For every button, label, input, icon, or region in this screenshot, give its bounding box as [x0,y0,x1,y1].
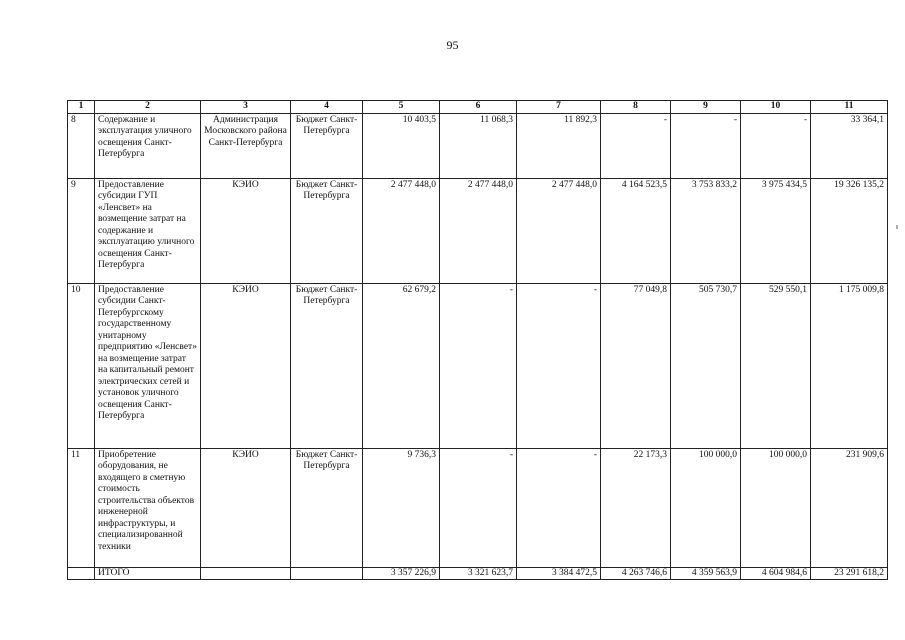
page-number: 95 [446,38,459,52]
budget-table [67,100,888,580]
total-row [68,567,888,580]
total-value: 4 359 563,9 [671,567,741,580]
value-cell: 529 550,1 [741,283,811,448]
value-cell: 77 049,8 [601,283,671,448]
value-cell: - [517,283,601,448]
value-cell: 2 477 448,0 [440,178,517,283]
value-cell: 4 164 523,5 [601,178,671,283]
total-value: 4 263 746,6 [601,567,671,580]
executor: КЭИО [201,283,291,448]
measure-name: Содержание и эксплуатация уличного освещения Санкт-Петербурга [95,113,201,178]
header-cell: 5 [363,101,440,114]
total-value: 4 604 984,6 [741,567,811,580]
value-cell: 10 403,5 [363,113,440,178]
header-cell: 6 [440,101,517,114]
header-cell: 4 [291,101,363,114]
table-row [68,178,888,283]
table-row [68,283,888,448]
funding-source: Бюджет Санкт-Петербурга [291,113,363,178]
row-total: 231 909,6 [811,448,888,567]
measure-name: Предоставление субсидии Санкт-Петербургскому государственному унитарному предприятию «Ленсвет» на возмещение затрат на капитальный ремонт электрических сетей и установок уличного освещения Санкт-Петербурга [95,283,201,448]
header-cell: 2 [95,101,201,114]
total-value: 3 384 472,5 [517,567,601,580]
value-cell: 11 068,3 [440,113,517,178]
value-cell: 3 975 434,5 [741,178,811,283]
value-cell: 3 753 833,2 [671,178,741,283]
total-source [291,567,363,580]
header-row [68,101,888,114]
value-cell: 2 477 448,0 [517,178,601,283]
value-cell: - [741,113,811,178]
table-row [68,113,888,178]
value-cell: 505 730,7 [671,283,741,448]
executor: КЭИО [201,448,291,567]
header-cell: 3 [201,101,291,114]
row-number: 10 [68,283,95,448]
header-cell: 10 [741,101,811,114]
value-cell: 11 892,3 [517,113,601,178]
value-cell: - [440,283,517,448]
total-row-number [68,567,95,580]
header-cell: 7 [517,101,601,114]
value-cell: 100 000,0 [741,448,811,567]
row-total: 19 326 135,2 [811,178,888,283]
grand-total: 23 291 618,2 [811,567,888,580]
value-cell: - [517,448,601,567]
row-total: 33 364,1 [811,113,888,178]
total-value: 3 321 623,7 [440,567,517,580]
value-cell: - [671,113,741,178]
value-cell: 2 477 448,0 [363,178,440,283]
header-cell: 8 [601,101,671,114]
funding-source: Бюджет Санкт-Петербурга [291,448,363,567]
row-number: 11 [68,448,95,567]
value-cell: 22 173,3 [601,448,671,567]
value-cell: 9 736,3 [363,448,440,567]
funding-source: Бюджет Санкт-Петербурга [291,283,363,448]
scan-mark [896,225,898,229]
header-cell: 1 [68,101,95,114]
executor: Администрация Московского района Санкт-Петербурга [201,113,291,178]
header-cell: 11 [811,101,888,114]
funding-source: Бюджет Санкт-Петербурга [291,178,363,283]
value-cell: - [440,448,517,567]
value-cell: 62 679,2 [363,283,440,448]
row-total: 1 175 009,8 [811,283,888,448]
total-label: ИТОГО [95,567,201,580]
total-value: 3 357 226,9 [363,567,440,580]
value-cell: - [601,113,671,178]
table-row [68,448,888,567]
header-cell: 9 [671,101,741,114]
total-executor [201,567,291,580]
measure-name: Приобретение оборудования, не входящего в сметную стоимость строительства объектов инженерной инфраструктуры, и специализированной техники [95,448,201,567]
value-cell: 100 000,0 [671,448,741,567]
row-number: 9 [68,178,95,283]
row-number: 8 [68,113,95,178]
executor: КЭИО [201,178,291,283]
measure-name: Предоставление субсидии ГУП «Ленсвет» на возмещение затрат на содержание и эксплуатацию уличного освещения Санкт-Петербурга [95,178,201,283]
